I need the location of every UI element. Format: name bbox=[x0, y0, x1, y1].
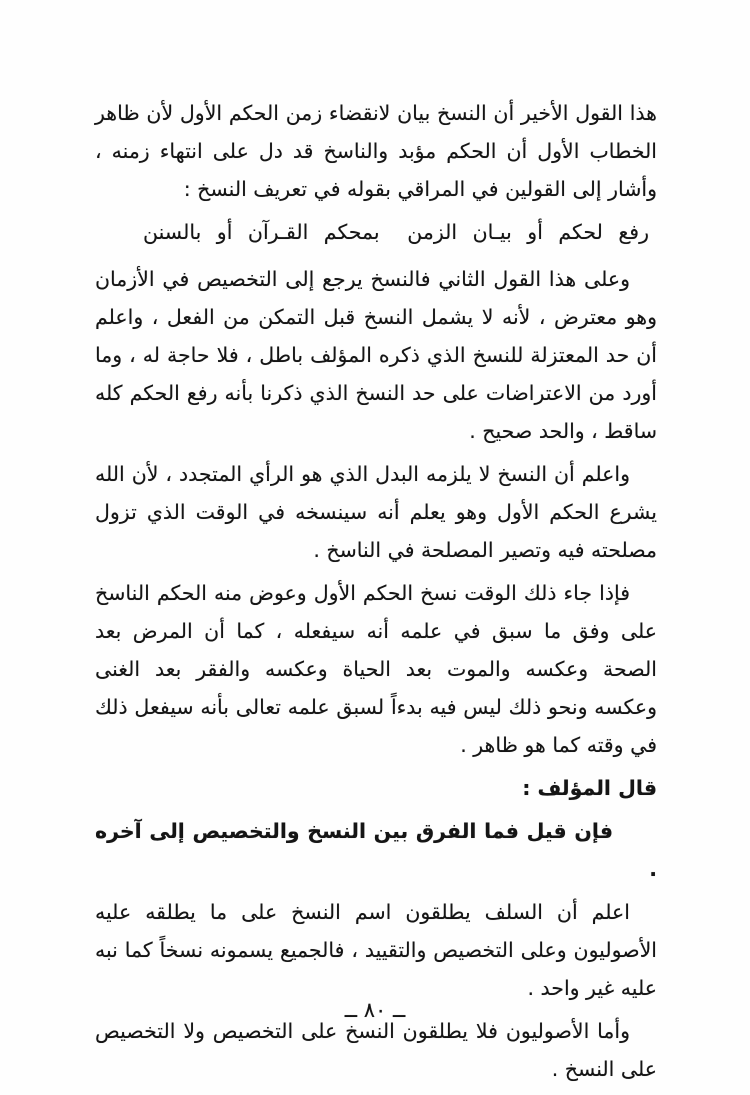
paragraph-usuliyyun: وأما الأصوليون فلا يطلقون النسخ على التخصيص ولا التخصيص على النسخ . bbox=[95, 1019, 657, 1081]
paragraph-badal: واعلم أن النسخ لا يلزمه البدل الذي هو الرأي المتجدد ، لأن الله يشرع الحكم الأول وهو يعلم أنه سينسخه في الوقت الذي تزول مصلحته فيه وتصير المصلحة في الناسخ . bbox=[95, 462, 657, 562]
paragraph-salaf-usage: اعلم أن السلف يطلقون اسم النسخ على ما يطلقه عليه الأصوليون وعلى التخصيص والتقييد ، فالجميع يسمونه نسخاً كما نبه عليه غير واحد . bbox=[95, 900, 657, 1000]
paragraph-time-of-naskh: فإذا جاء ذلك الوقت نسخ الحكم الأول وعوض منه الحكم الناسخ على وفق ما سبق في علمه أنه سيفعله ، كما أن المرض بعد الصحة وعكسه والموت بعد الحياة وعكسه والفقر بعد الغنى وعكسه ونحو ذلك ليس فيه بدءاً لسبق علمه تعالى بأنه سيفعل ذلك في وقته كما هو ظاهر . bbox=[95, 581, 657, 757]
verse-hemistich-right: رفع لحكم أو بيـان الزمن bbox=[407, 220, 649, 244]
verse-hemistich-left: بمحكم القـرآن أو بالسنن bbox=[143, 220, 380, 244]
page-number: ــ ٨٠ ــ bbox=[344, 998, 406, 1022]
verse-line bbox=[95, 213, 657, 251]
quote-line: فإن قيل فما الفرق بين النسخ والتخصيص إلى آخره . bbox=[95, 819, 657, 881]
text-block bbox=[95, 94, 657, 1093]
paragraph-intro: هذا القول الأخير أن النسخ بيان لانقضاء زمن الحكم الأول لأن ظاهر الخطاب الأول أن الحكم مؤبد والناسخ قد دل على انتهاء زمنه ، وأشار إلى القولين في المراقي بقوله في تعريف النسخ : bbox=[95, 101, 657, 201]
author-heading: قال المؤلف : bbox=[522, 776, 657, 800]
paragraph-second-opinion: وعلى هذا القول الثاني فالنسخ يرجع إلى التخصيص في الأزمان وهو معترض ، لأنه لا يشمل النسخ قبل التمكن من الفعل ، واعلم أن حد المعتزلة للنسخ الذي ذكره المؤلف باطل ، فلا حاجة له ، وما أورد من الاعتراضات على حد النسخ الذي ذكرنا بأنه رفع الحكم كله ساقط ، والحد صحيح . bbox=[95, 267, 657, 443]
